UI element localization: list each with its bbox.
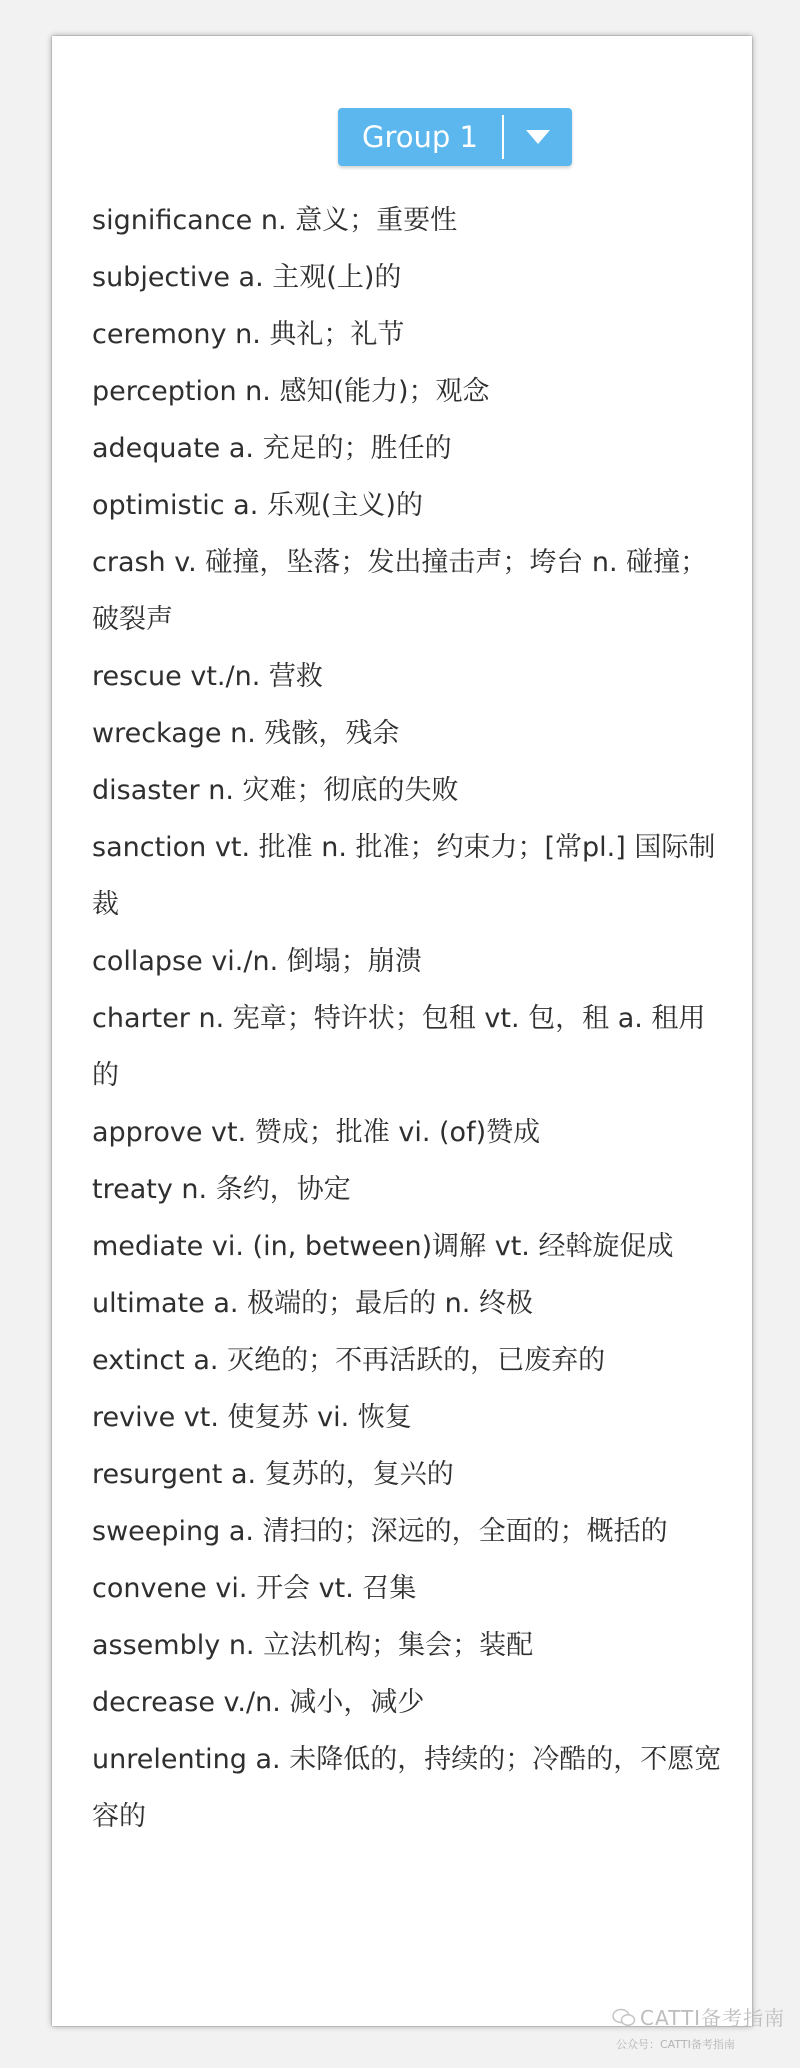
group-selector-label: Group 1 xyxy=(362,120,478,154)
vocab-entry xyxy=(92,420,728,477)
vocab-def: 极端的；最后的 n. 终极 xyxy=(247,1288,533,1319)
vocab-pos: n. xyxy=(181,1174,208,1205)
vocab-word: extinct xyxy=(92,1345,185,1376)
vocab-def: 感知(能力)；观念 xyxy=(279,376,490,407)
vocab-pos: a. xyxy=(238,262,264,293)
vocab-entry xyxy=(92,363,728,420)
vocab-entry xyxy=(92,192,728,249)
vocab-def: 减小，减少 xyxy=(289,1687,425,1718)
vocab-pos: a. xyxy=(255,1744,281,1775)
vocab-def: (in, between)调解 vt. 经斡旋促成 xyxy=(252,1231,674,1262)
vocab-entry xyxy=(92,534,728,648)
vocab-entry xyxy=(92,933,728,990)
vocab-pos: n. xyxy=(235,319,261,350)
vocab-entry xyxy=(92,306,728,363)
vocab-def: 灾难；彻底的失败 xyxy=(242,775,459,806)
vocab-entry xyxy=(92,1218,728,1275)
vocab-entry xyxy=(92,1503,728,1560)
vocab-entry xyxy=(92,1161,728,1218)
vocab-def: 碰撞，坠落；发出撞击声；垮台 n. 碰撞；破裂声 xyxy=(92,547,708,635)
vocab-def: 残骸，残余 xyxy=(264,718,400,749)
vocab-word: rescue xyxy=(92,661,182,692)
vocab-entry xyxy=(92,819,728,933)
vocab-pos: n. xyxy=(198,1003,225,1034)
vocab-word: ultimate xyxy=(92,1288,205,1319)
vocab-def: 主观(上)的 xyxy=(272,262,402,293)
vocab-def: 充足的；胜任的 xyxy=(262,433,452,464)
vocab-def: 条约，协定 xyxy=(215,1174,351,1205)
vocab-word: charter xyxy=(92,1003,190,1034)
vocab-entry xyxy=(92,477,728,534)
vocab-def: 开会 vt. 召集 xyxy=(256,1573,417,1604)
vocab-entry xyxy=(92,990,728,1104)
watermark-text: CATTI备考指南 xyxy=(640,2006,786,2030)
vocab-pos: a. xyxy=(230,1459,257,1490)
vocab-pos: n. xyxy=(260,205,287,236)
vocab-def: 典礼；礼节 xyxy=(269,319,405,350)
vocab-def: 赞成；批准 vi. (of)赞成 xyxy=(254,1117,541,1148)
vocab-word: sweeping xyxy=(92,1516,221,1547)
vocab-word: ceremony xyxy=(92,319,227,350)
vocab-def: 复苏的，复兴的 xyxy=(264,1459,454,1490)
vocab-word: disaster xyxy=(92,775,200,806)
vocab-def: 批准 n. 批准；约束力；[常pl.] 国际制裁 xyxy=(92,832,716,920)
caret-down-icon[interactable] xyxy=(504,129,572,145)
vocab-entry xyxy=(92,705,728,762)
vocab-pos: n. xyxy=(245,376,271,407)
vocab-entry xyxy=(92,762,728,819)
vocab-entry xyxy=(92,1275,728,1332)
vocab-pos: a. xyxy=(233,490,259,521)
vocab-entry xyxy=(92,1674,728,1731)
vocab-pos: vt./n. xyxy=(190,661,261,692)
vocab-word: adequate xyxy=(92,433,221,464)
watermark-subtext: 公众号：CATTI备考指南 xyxy=(616,2038,735,2051)
vocab-pos: vt. xyxy=(214,832,251,863)
vocab-word: unrelenting xyxy=(92,1744,247,1775)
vocab-def: 立法机构；集会；装配 xyxy=(263,1630,534,1661)
vocab-entry xyxy=(92,1560,728,1617)
vocab-entry xyxy=(92,1446,728,1503)
vocab-pos: a. xyxy=(228,1516,254,1547)
vocab-pos: v./n. xyxy=(223,1687,281,1718)
vocab-entry xyxy=(92,648,728,705)
vocab-pos: vt. xyxy=(183,1402,219,1433)
vocab-word: wreckage xyxy=(92,718,222,749)
vocab-word: treaty xyxy=(92,1174,173,1205)
vocab-pos: n. xyxy=(228,1630,255,1661)
vocab-pos: vi. xyxy=(211,1231,244,1262)
vocab-pos: vt. xyxy=(211,1117,247,1148)
vocab-def: 倒塌；崩溃 xyxy=(286,946,422,977)
vocab-word: approve xyxy=(92,1117,203,1148)
vocab-pos: a. xyxy=(213,1288,239,1319)
vocab-pos: v. xyxy=(174,547,197,578)
vocab-word: convene xyxy=(92,1573,207,1604)
vocab-def: 清扫的；深远的，全面的；概括的 xyxy=(262,1516,668,1547)
vocab-word: perception xyxy=(92,376,237,407)
vocab-word: assembly xyxy=(92,1630,221,1661)
vocab-word: resurgent xyxy=(92,1459,223,1490)
vocab-pos: a. xyxy=(193,1345,219,1376)
vocab-def: 使复苏 vi. 恢复 xyxy=(227,1402,412,1433)
vocab-word: mediate xyxy=(92,1231,204,1262)
vocab-word: crash xyxy=(92,547,166,578)
vocab-entry xyxy=(92,1104,728,1161)
vocab-def: 乐观(主义)的 xyxy=(266,490,423,521)
vocab-def: 营救 xyxy=(268,661,323,692)
vocabulary-list xyxy=(92,192,728,1845)
vocab-word: decrease xyxy=(92,1687,215,1718)
vocab-def: 未降低的，持续的；冷酷的，不愿宽容的 xyxy=(92,1744,722,1832)
vocab-word: subjective xyxy=(92,262,230,293)
vocab-word: revive xyxy=(92,1402,176,1433)
vocab-word: collapse xyxy=(92,946,203,977)
vocab-word: significance xyxy=(92,205,253,236)
vocab-pos: vi./n. xyxy=(211,946,279,977)
vocab-word: sanction xyxy=(92,832,207,863)
vocab-entry xyxy=(92,1332,728,1389)
vocab-pos: vi. xyxy=(215,1573,248,1604)
vocab-def: 宪章；特许状；包租 vt. 包，租 a. 租用的 xyxy=(92,1003,706,1091)
vocab-entry xyxy=(92,1617,728,1674)
group-selector-dropdown[interactable] xyxy=(338,108,572,166)
vocab-pos: a. xyxy=(228,433,255,464)
vocab-def: 意义；重要性 xyxy=(295,205,458,236)
wechat-icon xyxy=(612,2008,636,2033)
vocab-entry xyxy=(92,1389,728,1446)
vocab-pos: n. xyxy=(230,718,256,749)
vocab-entry xyxy=(92,249,728,306)
vocab-entry xyxy=(92,1731,728,1845)
vocab-pos: n. xyxy=(208,775,234,806)
vocab-def: 灭绝的；不再活跃的，已废弃的 xyxy=(227,1345,606,1376)
vocab-word: optimistic xyxy=(92,490,225,521)
